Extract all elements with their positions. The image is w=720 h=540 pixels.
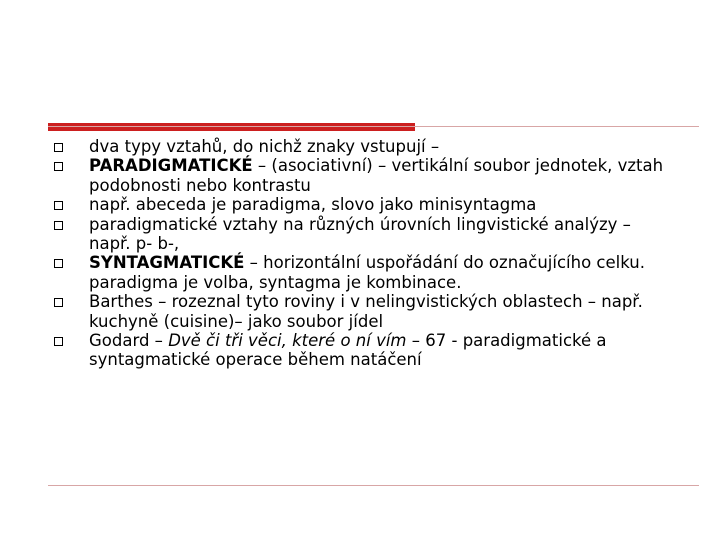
bullet-item	[54, 156, 664, 195]
hollow-square-icon	[54, 143, 63, 152]
bullet-item	[54, 292, 664, 331]
bullet-text-segment: Godard –	[89, 331, 169, 351]
bullet-text-segment: např. abeceda je paradigma, slovo jako minisyntagma	[89, 195, 537, 215]
hollow-square-icon	[54, 221, 63, 230]
top-divider-line	[48, 126, 699, 127]
bullet-item	[54, 215, 664, 254]
bullet-text-segment: dva typy vztahů, do nichž znaky vstupují –	[89, 137, 440, 156]
bullet-text-segment: PARADIGMATICKÉ	[89, 156, 253, 176]
hollow-square-icon	[54, 162, 63, 171]
bullet-text-segment: Barthes – rozeznal tyto roviny i v nelingvistických oblastech – např. kuchyně (cuisine)– jako soubor jídel	[89, 292, 643, 331]
bullet-text-segment: – horizontální uspořádání do označujícího celku. paradigma je volba, syntagma je kombinace.	[89, 253, 645, 292]
bullet-text-segment: SYNTAGMATICKÉ	[89, 253, 245, 273]
bullet-text-segment: Dvě či tři věci, které o ní vím	[168, 331, 407, 351]
hollow-square-icon	[54, 337, 63, 346]
bullet-item	[54, 331, 664, 370]
top-accent-bar	[48, 123, 415, 131]
bullet-text-segment: paradigmatické vztahy na různých úrovních lingvistické analýzy – např. p- b-,	[89, 214, 631, 254]
bullet-item	[54, 253, 664, 292]
bullet-item	[54, 195, 664, 214]
bullet-text-segment: – (asociativní) – vertikální soubor jednotek, vztah podobnosti nebo kontrastu	[89, 156, 664, 195]
hollow-square-icon	[54, 201, 63, 210]
bullet-list	[54, 137, 664, 370]
hollow-square-icon	[54, 259, 63, 268]
bullet-text-segment: – 67 - paradigmatické a syntagmatické operace během natáčení	[89, 331, 607, 370]
bullet-item	[54, 137, 664, 156]
bottom-divider-line	[48, 485, 699, 486]
hollow-square-icon	[54, 298, 63, 307]
